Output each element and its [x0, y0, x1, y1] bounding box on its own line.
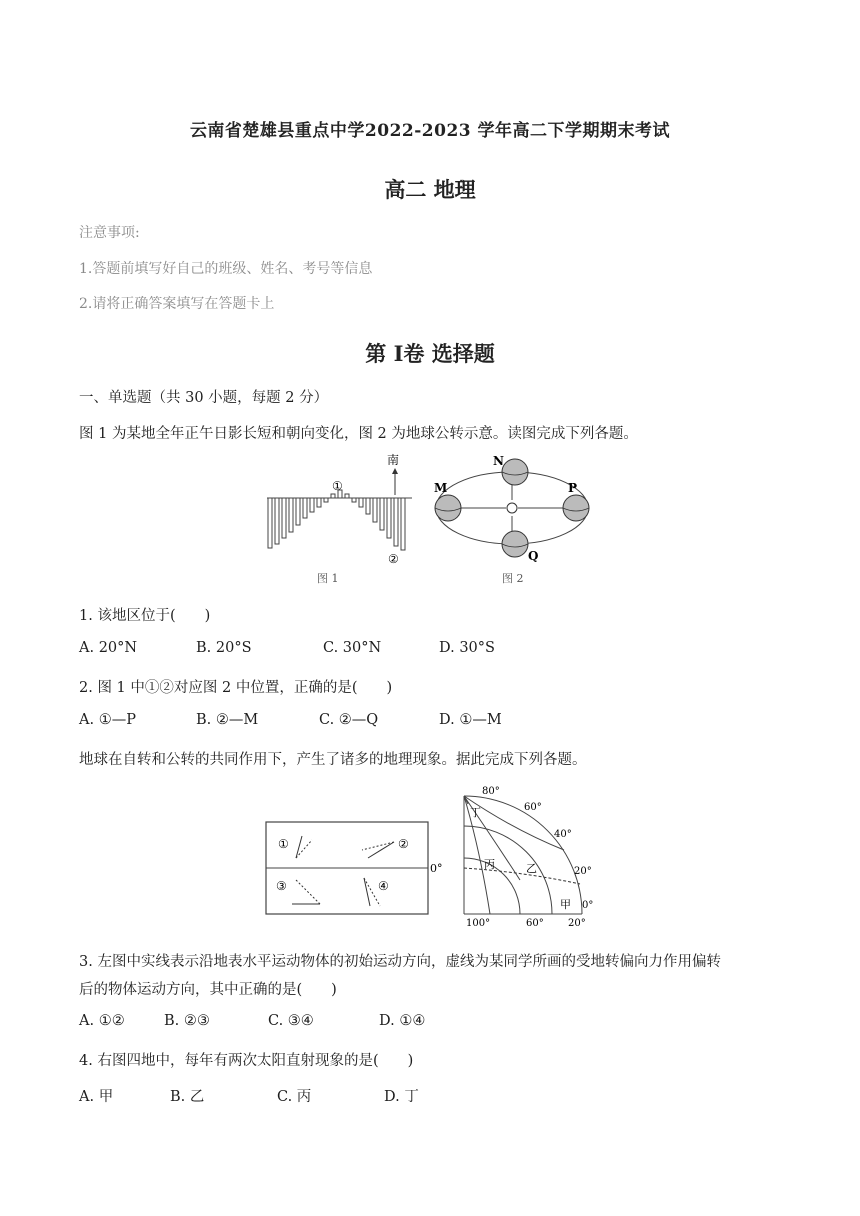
exam-title: 云南省楚雄县重点中学2022-2023 学年高二下学期期末考试 [189, 121, 671, 141]
section-part-heading: 一、单选题（共 30 小题，每题 2 分） [79, 390, 329, 406]
q3-stem-line-2: 后的物体运动方向，其中正确的是( ) [79, 982, 337, 998]
place-ding: 丁 [470, 806, 481, 819]
deflection-mark-1: ① [278, 837, 289, 851]
earth-P-icon [563, 495, 589, 521]
fig1-caption: 图 1 [317, 572, 339, 585]
q3-option-c: C. ③④ [268, 1013, 314, 1029]
q4-option-c: C. 丙 [277, 1089, 312, 1105]
figure-shadow-and-orbit [262, 450, 602, 590]
place-yi: 乙 [526, 862, 537, 875]
pos-N: N [493, 454, 504, 468]
lat-80-label: 80° [482, 786, 500, 797]
south-arrowhead-icon [392, 468, 398, 474]
lon-60-label: 60° [526, 918, 544, 929]
lat-0-label: 0° [582, 900, 594, 911]
q4-option-b: B. 乙 [170, 1089, 205, 1105]
q1-option-a: A. 20°N [79, 640, 138, 656]
fig1-mark-2: ② [388, 552, 399, 566]
q3-option-a: A. ①② [79, 1013, 125, 1029]
lon-20-label: 20° [568, 918, 586, 929]
q2-option-a: A. ①—P [79, 712, 136, 728]
q3-option-b: B. ②③ [164, 1013, 210, 1029]
pos-P: P [568, 481, 578, 495]
fig1-mark-1: ① [332, 479, 343, 493]
intro-text-2: 地球在自转和公转的共同作用下，产生了诸多的地理现象。据此完成下列各题。 [79, 752, 587, 768]
earth-N-icon [502, 459, 528, 485]
place-bing: 丙 [484, 858, 495, 871]
lat-40-label: 40° [554, 829, 572, 840]
q1-option-b: B. 20°S [196, 640, 252, 656]
fig1-south-label: 南 [387, 453, 400, 467]
q1-option-d: D. 30°S [439, 640, 495, 656]
q2-stem: 2. 图 1 中①②对应图 2 中位置，正确的是( ) [79, 680, 393, 696]
q2-option-b: B. ②—M [196, 712, 259, 728]
q3-stem-line-1: 3. 左图中实线表示沿地表水平运动物体的初始运动方向，虚线为某同学所画的受地转偏向力作用偏转 [79, 954, 721, 970]
deflection-mark-3: ③ [276, 879, 287, 893]
earth-M-icon [435, 495, 461, 521]
q2-option-d: D. ①—M [439, 712, 502, 728]
intro-text-1: 图 1 为某地全年正午日影长短和朝向变化，图 2 为地球公转示意。读图完成下列各题。 [79, 426, 638, 442]
notes-heading: 注意事项: [79, 225, 140, 241]
notes-item-2: 2.请将正确答案填写在答题卡上 [79, 296, 275, 312]
lat-60-label: 60° [524, 802, 542, 813]
fig1-shadow-bars [268, 490, 405, 550]
pos-Q: Q [528, 549, 539, 563]
place-jia: 甲 [560, 898, 571, 911]
lat-20-label: 20° [574, 866, 592, 877]
q4-option-a: A. 甲 [79, 1089, 114, 1105]
figure-deflection-and-grid [262, 780, 602, 930]
q4-stem: 4. 右图四地中，每年有两次太阳直射现象的是( ) [79, 1053, 414, 1069]
q2-option-c: C. ②—Q [319, 712, 379, 728]
earth-Q-icon [502, 531, 528, 557]
sun-icon [507, 503, 517, 513]
q1-stem: 1. 该地区位于( ) [79, 608, 211, 624]
fig2-caption: 图 2 [502, 572, 524, 585]
deflection-mark-2: ② [398, 837, 409, 851]
subject-title: 高二 地理 [384, 177, 476, 202]
equator-label: 0° [430, 862, 443, 875]
notes-item-1: 1.答题前填写好自己的班级、姓名、考号等信息 [79, 261, 373, 277]
lon-100-label: 100° [466, 918, 491, 929]
section-title: 第 Ⅰ卷 选择题 [365, 341, 495, 366]
q3-option-d: D. ①④ [379, 1013, 426, 1029]
q4-option-d: D. 丁 [384, 1089, 419, 1105]
pos-M: M [434, 481, 448, 495]
deflection-mark-4: ④ [378, 879, 389, 893]
q1-option-c: C. 30°N [323, 640, 382, 656]
latlon-grid [464, 796, 582, 914]
tropic-line [464, 868, 580, 884]
